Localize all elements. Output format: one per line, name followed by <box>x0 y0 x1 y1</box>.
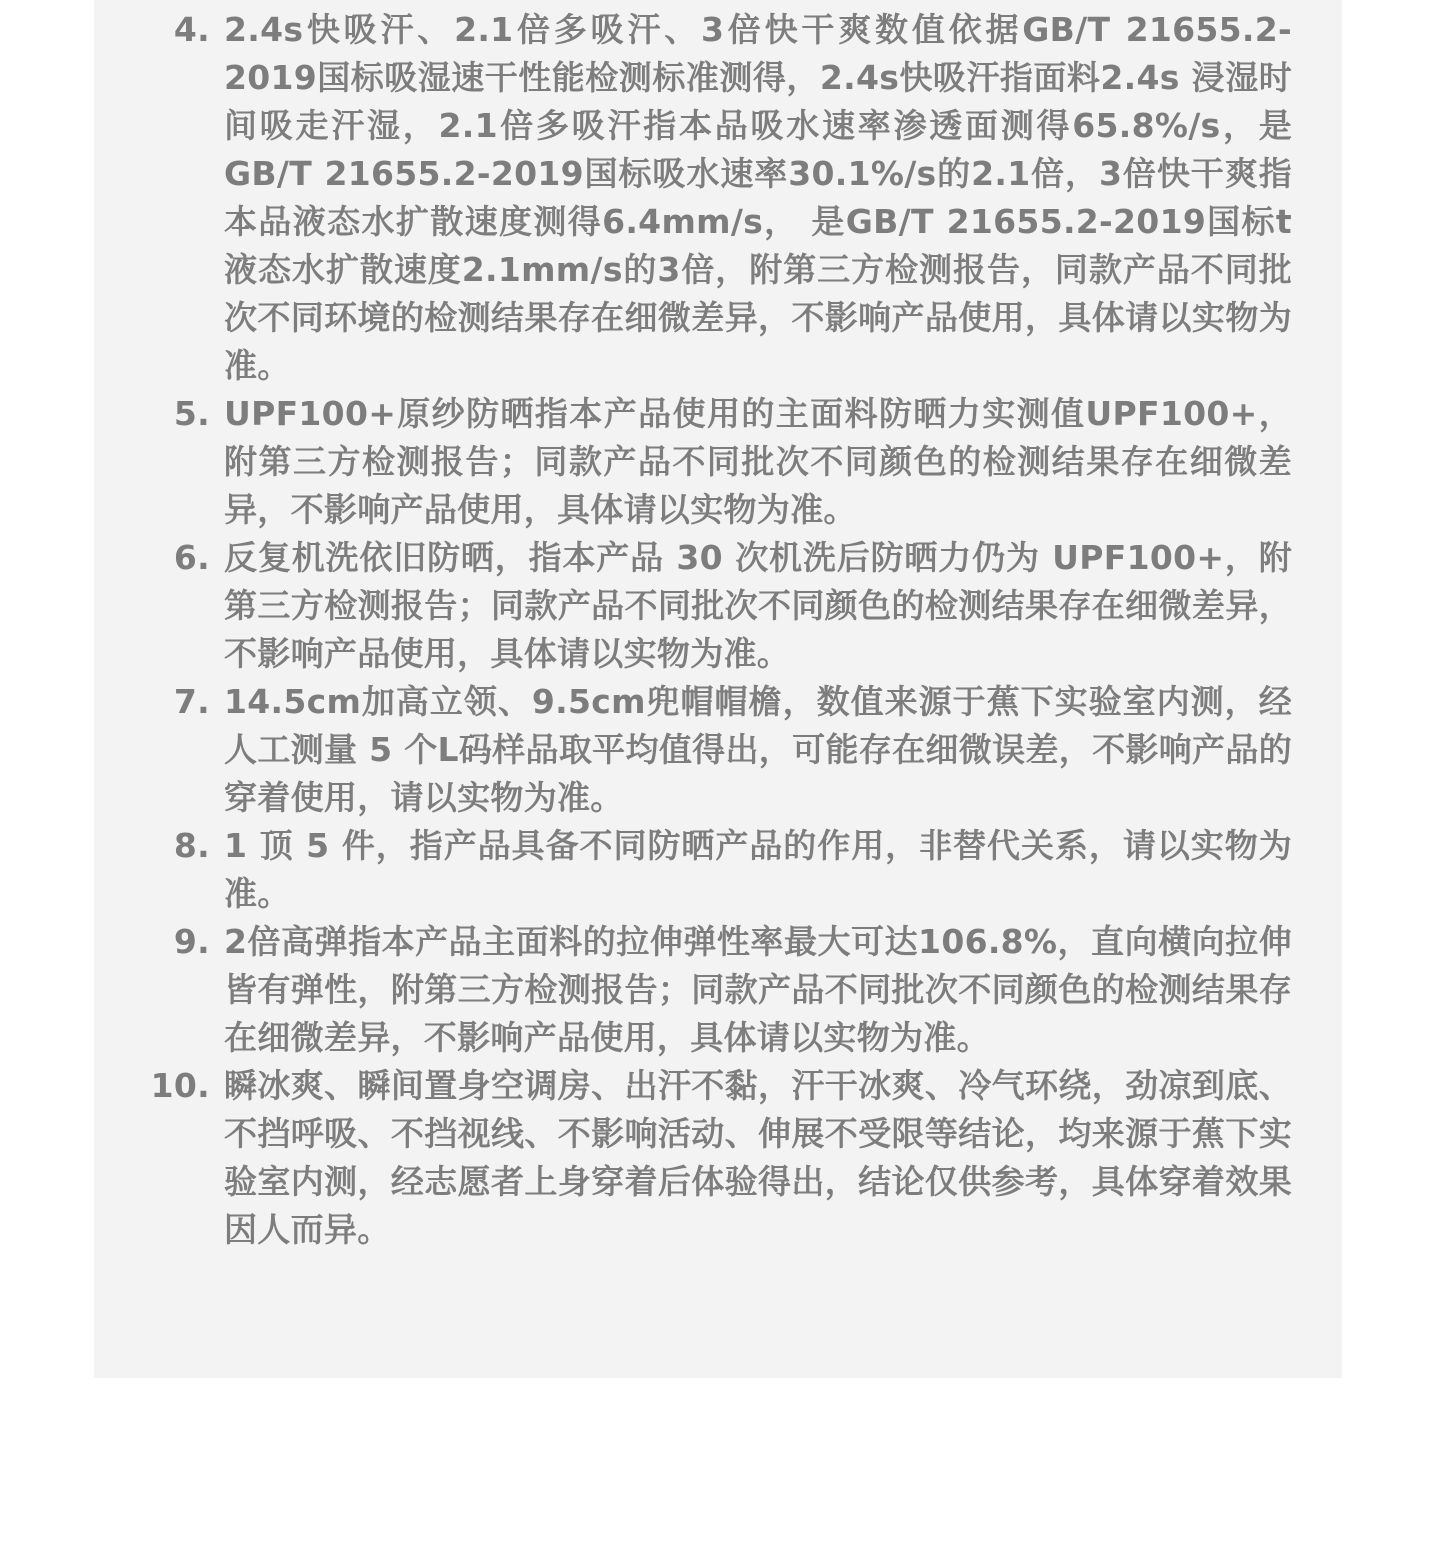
note-number: 9. <box>173 922 210 961</box>
note-text: 瞬冰爽、瞬间置身空调房、出汗不黏，汗干冰爽、冷气环绕，劲凉到底、不挡呼吸、不挡视线、不影响活动、伸展不受限等结论，均来源于蕉下实验室内测，经志愿者上身穿着后体验得出，结论仅供参考，具体穿着效果因人而异。 <box>224 1066 1292 1249</box>
note-text: 2.4s快吸汗、2.1倍多吸汗、3倍快干爽数值依据GB/T 21655.2-2019国标吸湿速干性能检测标准测得，2.4s快吸汗指面料2.4s 浸湿时间吸走汗湿，2.1倍多吸汗指本品吸水速率渗透面测得65.8%/s，是GB/T 21655.2-2019国标吸水速率30.1%/s的2.1倍，3倍快干爽指本品液态水扩散速度测得6.4mm/s， 是GB/T 21655.2-2019国标t液态水扩散速度2.1mm/s的3倍，附第三方检测报告，同款产品不同批次不同环境的检测结果存在细微差异，不影响产品使用，具体请以实物为准。 <box>224 10 1292 385</box>
note-item-5 <box>94 390 1342 534</box>
note-number: 6. <box>173 538 210 577</box>
note-text: 14.5cm加高立领、9.5cm兜帽帽檐，数值来源于蕉下实验室内测，经人工测量 5 个L码样品取平均值得出，可能存在细微误差，不影响产品的穿着使用，请以实物为准。 <box>224 682 1292 817</box>
note-number: 5. <box>173 394 210 433</box>
note-item-10 <box>94 1062 1342 1254</box>
disclaimer-list <box>94 6 1342 1254</box>
note-text: 2倍高弹指本产品主面料的拉伸弹性率最大可达106.8%，直向横向拉伸皆有弹性，附第三方检测报告；同款产品不同批次不同颜色的检测结果存在细微差异，不影响产品使用，具体请以实物为准。 <box>224 922 1292 1057</box>
note-number: 7. <box>173 682 210 721</box>
note-item-8 <box>94 822 1342 918</box>
note-number: 10. <box>150 1066 210 1105</box>
note-text: 1 顶 5 件，指产品具备不同防晒产品的作用，非替代关系，请以实物为准。 <box>224 826 1292 913</box>
note-number: 8. <box>173 826 210 865</box>
note-item-4 <box>94 6 1342 390</box>
note-text: UPF100+原纱防晒指本产品使用的主面料防晒力实测值UPF100+，附第三方检测报告；同款产品不同批次不同颜色的检测结果存在细微差异，不影响产品使用，具体请以实物为准。 <box>224 394 1292 529</box>
note-item-6 <box>94 534 1342 678</box>
note-item-9 <box>94 918 1342 1062</box>
note-text: 反复机洗依旧防晒，指本产品 30 次机洗后防晒力仍为 UPF100+，附第三方检测报告；同款产品不同批次不同颜色的检测结果存在细微差异，不影响产品使用，具体请以实物为准。 <box>224 538 1292 673</box>
note-item-7 <box>94 678 1342 822</box>
note-number: 4. <box>173 10 210 49</box>
disclaimer-panel <box>94 0 1342 1378</box>
